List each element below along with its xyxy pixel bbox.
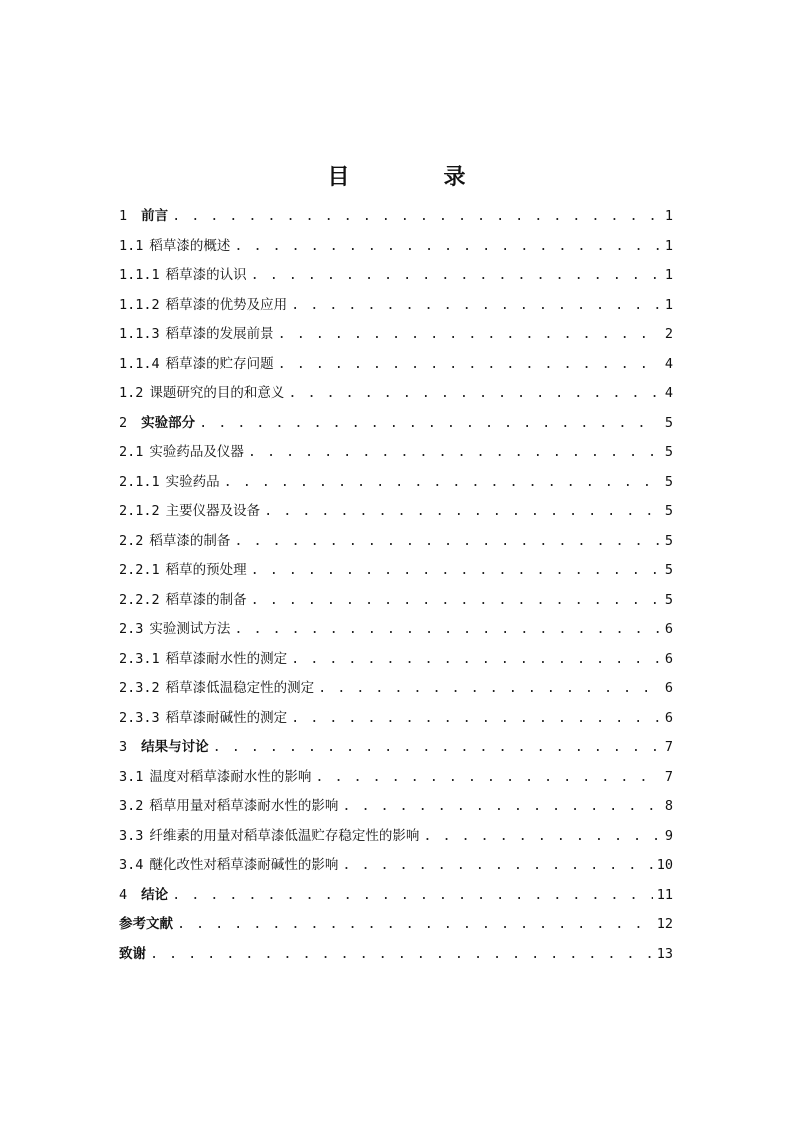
toc-entry-label	[119, 468, 220, 498]
toc-entry[interactable]	[119, 792, 673, 822]
toc-entry-number: 1.1.1	[119, 267, 160, 283]
toc-entry-number: 3	[119, 739, 128, 755]
toc-entry-label	[119, 261, 247, 291]
toc-entry-number: 3.4	[119, 857, 144, 873]
toc-entry[interactable]	[119, 645, 673, 675]
toc-entry-title: 实验测试方法	[149, 621, 231, 637]
toc-entry[interactable]	[119, 202, 673, 232]
toc-entry-title: 稻草漆的贮存问题	[165, 355, 274, 372]
toc-dot-leader	[318, 674, 659, 704]
toc-entry-title: 稻草漆耐碱性的测定	[165, 709, 288, 726]
toc-entry-page-number: 6	[664, 709, 673, 726]
toc-entry-label	[119, 291, 287, 321]
toc-entry-label	[119, 586, 247, 616]
toc-entry-page-number: 5	[664, 532, 673, 549]
toc-entry-page-number: 5	[664, 414, 673, 431]
toc-entry-title: 稻草漆的制备	[149, 532, 231, 549]
toc-entry-number: 2.1.2	[119, 503, 160, 519]
toc-entry[interactable]	[119, 851, 673, 881]
toc-entry-title: 结果与讨论	[141, 739, 209, 755]
toc-entry[interactable]	[119, 468, 673, 498]
toc-entry-page-number: 12	[656, 916, 673, 932]
toc-entry-title: 稻草漆低温稳定性的测定	[165, 680, 315, 696]
toc-entry-title: 纤维素的用量对稻草漆低温贮存稳定性的影响	[149, 827, 420, 844]
toc-entry-page-number: 7	[664, 768, 673, 785]
toc-entry-page-number: 5	[664, 473, 673, 490]
toc-entry-page-number: 9	[664, 827, 673, 844]
toc-entry-label	[119, 763, 311, 793]
toc-dot-leader	[288, 379, 659, 409]
toc-entry-label	[119, 881, 168, 911]
toc-entry-page-number: 5	[664, 562, 673, 578]
toc-entry-title: 前言	[141, 208, 169, 224]
toc-dot-leader	[234, 527, 659, 557]
toc-dot-leader	[251, 261, 659, 291]
toc-entry-title: 结论	[141, 886, 169, 903]
toc-dot-leader	[199, 409, 659, 439]
toc-entry-title: 稻草漆的认识	[165, 267, 247, 283]
toc-dot-leader	[291, 645, 659, 675]
toc-dot-leader	[213, 733, 659, 763]
toc-entry-label	[119, 792, 338, 822]
toc-entry-number: 2.1.1	[119, 473, 160, 490]
toc-entry-label	[119, 350, 274, 380]
toc-dot-leader	[150, 940, 653, 970]
toc-entry[interactable]	[119, 881, 673, 911]
toc-entry-label	[119, 527, 230, 557]
toc-entry-label	[119, 704, 287, 734]
toc-entry-number: 2.1	[119, 444, 144, 460]
toc-entry-title: 稻草漆的制备	[165, 591, 247, 608]
toc-entry-title: 醚化改性对稻草漆耐碱性的影响	[149, 857, 339, 873]
toc-dot-leader	[278, 320, 659, 350]
toc-entry-page-number: 7	[664, 739, 673, 755]
toc-entry[interactable]	[119, 497, 673, 527]
toc-dot-leader	[172, 202, 659, 232]
toc-entry-page-number: 10	[656, 857, 673, 873]
toc-entry-number: 2.3	[119, 621, 144, 637]
toc-entry-label	[119, 645, 287, 675]
toc-entry[interactable]	[119, 674, 673, 704]
toc-entry[interactable]	[119, 291, 673, 321]
toc-entry-title: 致谢	[119, 945, 146, 962]
toc-dot-leader	[342, 851, 652, 881]
toc-dot-leader	[224, 468, 659, 498]
toc-entry[interactable]	[119, 527, 673, 557]
toc-entry[interactable]	[119, 232, 673, 262]
toc-dot-leader	[423, 822, 659, 852]
toc-entry[interactable]	[119, 261, 673, 291]
toc-entry[interactable]	[119, 822, 673, 852]
toc-entry-title: 稻草漆的发展前景	[165, 326, 274, 342]
toc-entry-page-number: 1	[664, 267, 673, 283]
toc-entry-page-number: 6	[664, 680, 673, 696]
toc-entry-page-number: 13	[656, 945, 673, 962]
toc-entry-label	[119, 674, 314, 704]
toc-entry-label	[119, 910, 173, 940]
toc-dot-leader	[234, 615, 659, 645]
toc-entry-label	[119, 615, 230, 645]
toc-entry-label	[119, 438, 244, 468]
toc-entry-page-number: 4	[664, 385, 673, 401]
toc-dot-leader	[251, 556, 659, 586]
toc-entry-label	[119, 379, 284, 409]
toc-entry-number: 1.1.3	[119, 326, 160, 342]
toc-entry-page-number: 11	[656, 886, 673, 903]
toc-entry-title: 稻草漆的概述	[149, 237, 231, 254]
toc-dot-leader	[251, 586, 659, 616]
toc-entry[interactable]	[119, 350, 673, 380]
toc-dot-leader	[264, 497, 659, 527]
toc-entry-label	[119, 940, 146, 970]
toc-dot-leader	[291, 704, 659, 734]
toc-entry-number: 3.2	[119, 798, 144, 814]
toc-dot-leader	[172, 881, 653, 911]
toc-entry-title: 参考文献	[119, 916, 173, 932]
toc-entry-title: 稻草用量对稻草漆耐水性的影响	[149, 798, 339, 814]
toc-entry-title: 实验药品	[165, 473, 220, 490]
toc-entry[interactable]	[119, 910, 673, 940]
toc-entry-label	[119, 320, 274, 350]
toc-entry-label	[119, 822, 419, 852]
toc-entry-number: 2.3.2	[119, 680, 160, 696]
toc-entry[interactable]	[119, 763, 673, 793]
toc-dot-leader	[177, 910, 653, 940]
toc-entry-page-number: 5	[664, 444, 673, 460]
toc-entry[interactable]	[119, 940, 673, 970]
toc-entry-title: 稻草的预处理	[165, 562, 247, 578]
toc-entry-number: 2.3.3	[119, 709, 160, 726]
toc-entry-page-number: 1	[664, 237, 673, 254]
toc-entry-page-number: 2	[664, 326, 673, 342]
toc-entry-page-number: 1	[664, 296, 673, 313]
toc-entry-title: 课题研究的目的和意义	[149, 385, 285, 401]
toc-entry-title: 温度对稻草漆耐水性的影响	[149, 768, 312, 785]
toc-entry[interactable]	[119, 379, 673, 409]
toc-entry[interactable]	[119, 615, 673, 645]
toc-entry-page-number: 5	[664, 503, 673, 519]
toc-entry-label	[119, 409, 195, 439]
toc-entry[interactable]	[119, 704, 673, 734]
toc-entry-number: 2.2	[119, 532, 144, 549]
toc-entry[interactable]	[119, 438, 673, 468]
toc-entry-label	[119, 556, 247, 586]
toc-entry-title: 实验药品及仪器	[149, 444, 244, 460]
toc-entry-number: 1.2	[119, 385, 144, 401]
toc-entry-number: 1.1.2	[119, 296, 160, 313]
toc-dot-leader	[291, 291, 659, 321]
toc-entry[interactable]	[119, 733, 673, 763]
toc-entry-label	[119, 851, 338, 881]
toc-dot-leader	[315, 763, 659, 793]
toc-entry-page-number: 6	[664, 650, 673, 667]
toc-entry-number: 3.3	[119, 827, 144, 844]
toc-entry[interactable]	[119, 409, 673, 439]
toc-entry-number: 1	[119, 208, 128, 224]
toc-entry-number: 3.1	[119, 768, 144, 785]
toc-dot-leader	[278, 350, 659, 380]
toc-dot-leader	[234, 232, 659, 262]
toc-entry[interactable]	[119, 320, 673, 350]
toc-entry-number: 2.2.1	[119, 562, 160, 578]
toc-entry-number: 2	[119, 414, 128, 431]
toc-entry-label	[119, 733, 209, 763]
toc-entry-number: 1.1.4	[119, 355, 160, 372]
table-of-contents	[119, 202, 673, 969]
toc-entry-number: 2.2.2	[119, 591, 160, 608]
toc-dot-leader	[248, 438, 659, 468]
toc-entry-page-number: 5	[664, 591, 673, 608]
toc-entry[interactable]	[119, 556, 673, 586]
toc-entry-page-number: 1	[664, 208, 673, 224]
toc-entry-title: 主要仪器及设备	[165, 503, 261, 519]
toc-entry-label	[119, 497, 260, 527]
toc-entry-title: 稻草漆的优势及应用	[165, 296, 288, 313]
toc-entry-number: 4	[119, 886, 128, 903]
toc-entry-page-number: 6	[664, 621, 673, 637]
toc-entry-page-number: 4	[664, 355, 673, 372]
toc-entry-title: 实验部分	[141, 414, 196, 431]
toc-entry-number: 2.3.1	[119, 650, 160, 667]
toc-dot-leader	[342, 792, 659, 822]
toc-entry[interactable]	[119, 586, 673, 616]
toc-entry-number: 1.1	[119, 237, 144, 254]
toc-entry-label	[119, 232, 230, 262]
toc-entry-page-number: 8	[664, 798, 673, 814]
toc-title: 目 录	[327, 165, 502, 190]
toc-entry-label	[119, 202, 168, 232]
toc-entry-title: 稻草漆耐水性的测定	[165, 650, 288, 667]
